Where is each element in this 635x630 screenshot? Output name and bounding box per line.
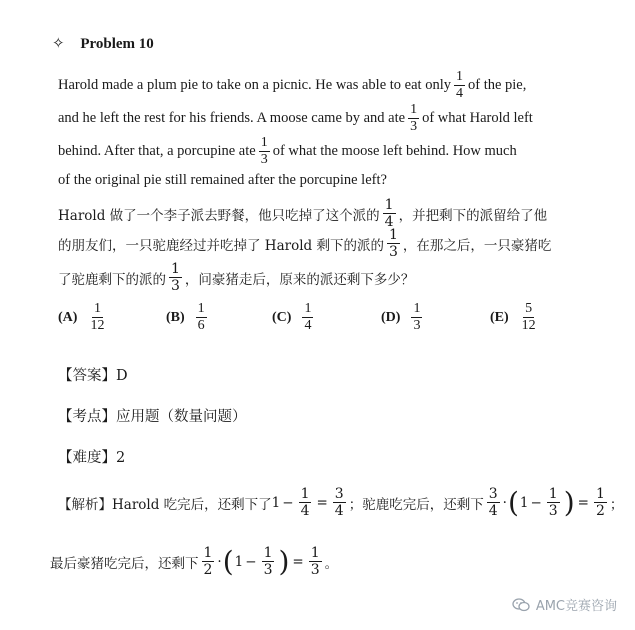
problem-zh-line-2 <box>58 228 551 259</box>
problem-en-text: of what Harold left <box>422 110 533 126</box>
choice-a <box>58 302 109 333</box>
problem-zh-text: ，问豪猪走后，原来的派还剩下多少？ <box>184 271 415 288</box>
dot-operator: · <box>502 494 507 511</box>
problem-zh-text: ，并把剩下的派留给了他 <box>398 207 548 224</box>
fraction-denominator: 12 <box>90 318 105 333</box>
fraction-numerator: 1 <box>413 301 421 316</box>
solution-tag: 【解析】 <box>58 496 112 513</box>
choice-label: (B) <box>166 309 185 325</box>
fraction-numerator: 1 <box>304 301 312 316</box>
fraction <box>202 546 215 577</box>
problem-en-line-1 <box>58 70 526 101</box>
fraction-numerator: 1 <box>388 227 398 243</box>
equals-sign: = <box>316 494 328 511</box>
fraction <box>196 302 207 333</box>
problem-zh-text: 的朋友们，一只驼鹿经过并吃掉了 Harold 剩下的派的 <box>58 237 384 254</box>
problem-en-text: of the original pie still remained after the porcupine left? <box>58 172 387 188</box>
fraction <box>387 228 400 259</box>
fraction-numerator: 3 <box>334 486 344 502</box>
fraction-denominator: 4 <box>384 214 394 230</box>
fraction-denominator: 3 <box>310 562 320 578</box>
left-paren: ( <box>222 544 234 578</box>
equals-sign: = <box>577 494 589 511</box>
fraction-denominator: 12 <box>521 318 536 333</box>
fraction-numerator: 1 <box>203 545 213 561</box>
choice-c <box>272 302 316 333</box>
problem-en-text: of what the moose left behind. How much <box>272 143 517 159</box>
topic-line: 【考点】应用题（数量问题） <box>58 409 247 425</box>
fraction-denominator: 2 <box>203 562 213 578</box>
fraction-numerator: 1 <box>384 197 394 213</box>
fraction <box>520 302 538 333</box>
problem-en-text: behind. After that, a porcupine ate <box>58 143 256 159</box>
problem-zh-text: ，在那之后，一只豪猪吃 <box>402 237 552 254</box>
fraction <box>88 302 106 333</box>
math-number: 1 <box>271 494 281 511</box>
fraction-numerator: 1 <box>310 545 320 561</box>
fraction <box>302 302 313 333</box>
fraction-denominator: 6 <box>197 318 205 333</box>
right-paren: ) <box>563 485 575 519</box>
wechat-icon <box>512 598 530 612</box>
fraction <box>454 70 465 101</box>
fraction <box>411 302 422 333</box>
problem-en-line-4 <box>58 172 387 189</box>
solution-text: ；驼鹿吃完后，还剩下 <box>348 496 484 513</box>
fraction-numerator: 1 <box>595 486 605 502</box>
problem-zh-line-3 <box>58 262 414 293</box>
problem-zh-text: Harold 做了一个李子派去野餐，他只吃掉了这个派的 <box>58 207 380 224</box>
fraction-denominator: 3 <box>413 318 421 333</box>
fraction-denominator: 3 <box>260 152 268 167</box>
fraction-numerator: 1 <box>171 261 180 277</box>
fraction-denominator: 4 <box>488 503 498 519</box>
choice-label: (C) <box>272 309 292 325</box>
fraction-numerator: 1 <box>455 69 463 84</box>
fraction <box>333 487 346 518</box>
choice-label: (D) <box>381 309 401 325</box>
problem-title-text: Problem 10 <box>80 36 154 52</box>
watermark <box>512 595 617 614</box>
problem-title <box>52 34 154 53</box>
fraction-denominator: 2 <box>595 503 605 519</box>
fraction-numerator: 1 <box>300 486 310 502</box>
solution-text: 最后豪猪吃完后，还剩下 <box>50 555 199 572</box>
problem-en-text: Harold made a plum pie to take on a picnic. He was able to eat only <box>58 77 451 93</box>
fraction-denominator: 3 <box>171 278 180 294</box>
solution-text: ； <box>609 496 624 513</box>
fraction <box>262 546 275 577</box>
fraction-numerator: 5 <box>525 301 533 316</box>
minus-sign: − <box>245 553 257 570</box>
math-number: 1 <box>519 494 529 511</box>
minus-sign: − <box>282 494 294 511</box>
fraction <box>594 487 607 518</box>
fraction-numerator: 1 <box>197 301 205 316</box>
fraction-denominator: 3 <box>263 562 273 578</box>
problem-en-line-2 <box>58 103 533 134</box>
math-number: 1 <box>234 553 244 570</box>
watermark-text: AMC竞赛咨询 <box>535 599 617 614</box>
solution-text: 。 <box>324 555 339 572</box>
fraction-numerator: 1 <box>93 301 101 316</box>
solution-line-2 <box>50 546 338 577</box>
fraction-denominator: 4 <box>455 86 463 101</box>
fraction-denominator: 4 <box>300 503 310 519</box>
fraction-denominator: 4 <box>304 318 312 333</box>
fraction-numerator: 1 <box>410 102 418 117</box>
fraction <box>487 487 500 518</box>
dot-operator: · <box>217 553 222 570</box>
difficulty-line: 【难度】2 <box>58 450 126 466</box>
problem-zh-line-1 <box>58 198 547 229</box>
minus-sign: − <box>530 494 542 511</box>
answer-line: 【答案】D <box>58 368 128 384</box>
choice-label: (A) <box>58 309 78 325</box>
fraction-numerator: 1 <box>548 486 558 502</box>
fraction-denominator: 3 <box>548 503 558 519</box>
choice-label: (E) <box>490 309 509 325</box>
choice-e <box>490 302 541 333</box>
fraction <box>547 487 560 518</box>
fraction-denominator: 3 <box>388 244 398 260</box>
left-paren: ( <box>507 485 519 519</box>
equals-sign: = <box>292 553 304 570</box>
fraction-numerator: 1 <box>260 135 268 150</box>
problem-en-text: and he left the rest for his friends. A moose came by and ate <box>58 110 406 126</box>
diamond-bullet-icon: ✧ <box>52 36 65 52</box>
solution-text: Harold 吃完后，还剩下了 <box>112 496 272 513</box>
fraction-denominator: 3 <box>410 119 418 134</box>
solution-line-1 <box>58 487 623 518</box>
fraction-numerator: 1 <box>263 545 273 561</box>
fraction <box>383 198 396 229</box>
choice-b <box>166 302 210 333</box>
fraction <box>309 546 322 577</box>
fraction <box>169 262 182 293</box>
fraction-numerator: 3 <box>488 486 498 502</box>
fraction <box>408 103 419 134</box>
right-paren: ) <box>278 544 290 578</box>
fraction <box>259 136 270 167</box>
fraction-denominator: 4 <box>334 503 344 519</box>
problem-en-text: of the pie, <box>467 77 527 93</box>
problem-zh-text: 了驼鹿剩下的派的 <box>58 271 166 288</box>
fraction <box>299 487 312 518</box>
problem-en-line-3 <box>58 136 517 167</box>
choice-d <box>381 302 425 333</box>
